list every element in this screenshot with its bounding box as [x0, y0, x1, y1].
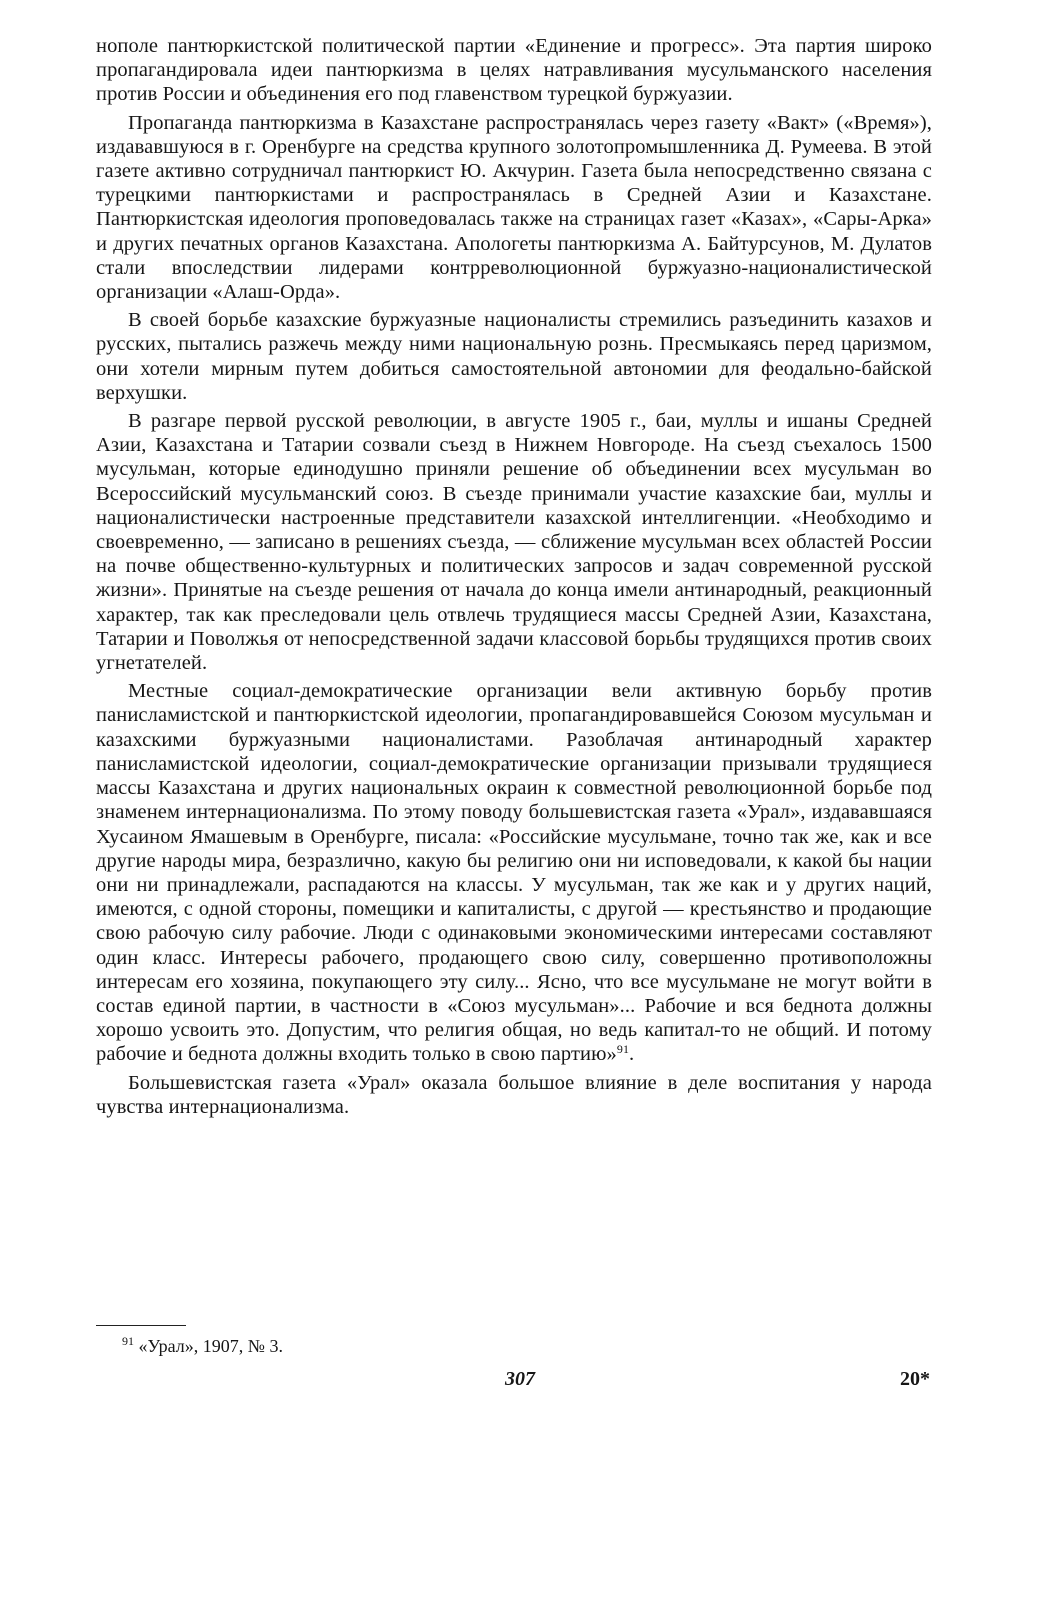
- paragraph-2: Пропаганда пантюркизма в Казахстане распространялась через газету «Вакт» («Время»), издававшуюся в г. Оренбурге на средства крупного золотопромышленника Д. Румеева. В этой газете активно сотрудничал пантюркист Ю. Акчурин. Газета была непосредственно связана с турецкими пантюркистами и распространялась в Средней Азии и Казахстане. Пантюркистская идеология проповедовалась также на страницах газет «Казах», «Сары-Арка» и других печатных органов Казахстана. Апологеты пантюркизма А. Байтурсунов, М. Дулатов стали впоследствии лидерами контрреволюционной буржуазно-националистической организации «Алаш-Орда».: [96, 111, 932, 304]
- paragraph-5: [96, 679, 932, 1066]
- footnote-reference: 91: [616, 1042, 630, 1057]
- footnote-separator: [96, 1325, 186, 1326]
- paragraph-3: В своей борьбе казахские буржуазные националисты стремились разъединить казахов и русских, пытались разжечь между ними национальную рознь. Пресмыкаясь перед царизмом, они хотели мирным путем добиться самостоятельной автономии для феодально-байской верхушки.: [96, 309, 932, 404]
- paragraph-4: В разгаре первой русской революции, в августе 1905 г., баи, муллы и ишаны Средней Азии, Казахстана и Татарии созвали съезд в Нижнем Новгороде. На съезд съехалось 1500 мусульман, которые единодушно приняли решение об объединении всех мусульман во Всероссийский мусульманский союз. В съезде принимали участие казахские баи, муллы и националистически настроенные представители казахской интеллигенции. «Необходимо и своевременно, — записано в решениях съезда, — сближение мусульман всех областей России на почве общественно-культурных и политических запросов и задач современной русской жизни». Принятые на съезде решения от начала до конца имели антинародный, реакционный характер, так как преследовали цель отвлечь трудящиеся массы Средней Азии, Казахстана, Татарии и Поволжья от непосредственной задачи классовой борьбы трудящихся против своих угнетателей.: [96, 410, 932, 675]
- paragraph-5-text: Местные социал-демократические организации вели активную борьбу против панисламистской и пантюркистской идеологии, пропагандировавшейся Союзом мусульман и казахскими буржуазными националистами. Разоблачая антинародный характер панисламистской идеологии, социал-демократические организации призывали трудящиеся массы Казахстана и других национальных окраин к совместной революционной борьбе под знаменем интернационализма. По этому поводу большевистская газета «Урал», издававшаяся Хусаином Ямашевым в Оренбурге, писала: «Российские мусульмане, точно так же, как и все другие народы мира, безразлично, какую бы религию они ни исповедовали, к какой бы нации они ни принадлежали, распадаются на классы. У мусульман, так же как и у других наций, имеются, с одной стороны, помещики и капиталисты, с другой — крестьянство и продающие свою рабочую силу рабочие. Люди с одинаковыми экономическими интересами составляют один класс. Интересы рабочего, продающего свою силу, совершенно противоположны интересам его хозяина, покупающего эту силу... Ясно, что все мусульмане не могут войти в состав единой партии, в частности в «Союз мусульман»... Рабочие и вся беднота должны хорошо усвоить это. Допустим, что религия общая, но ведь капитал-то не общий. И потому рабочие и беднота должны входить только в свою партию»: [96, 680, 932, 1066]
- paragraph-1: нополе пантюркистской политической партии «Единение и прогресс». Эта партия широко пропагандировала идеи пантюркизма в целях натравливания мусульманского населения против России и объединения его под главенством турецкой буржуазии.: [96, 35, 932, 106]
- footnote-number: 91: [122, 1334, 134, 1348]
- paragraph-5-end: .: [629, 1043, 635, 1066]
- main-text: [96, 34, 932, 1119]
- footnote-text: «Урал», 1907, № 3.: [138, 1336, 283, 1356]
- printer-signature: 20*: [900, 1368, 930, 1390]
- paragraph-6: Большевистская газета «Урал» оказала большое влияние в деле воспитания у народа чувства интернационализма.: [96, 1071, 932, 1118]
- footnote: [122, 1335, 283, 1357]
- page-number: 307: [505, 1368, 535, 1390]
